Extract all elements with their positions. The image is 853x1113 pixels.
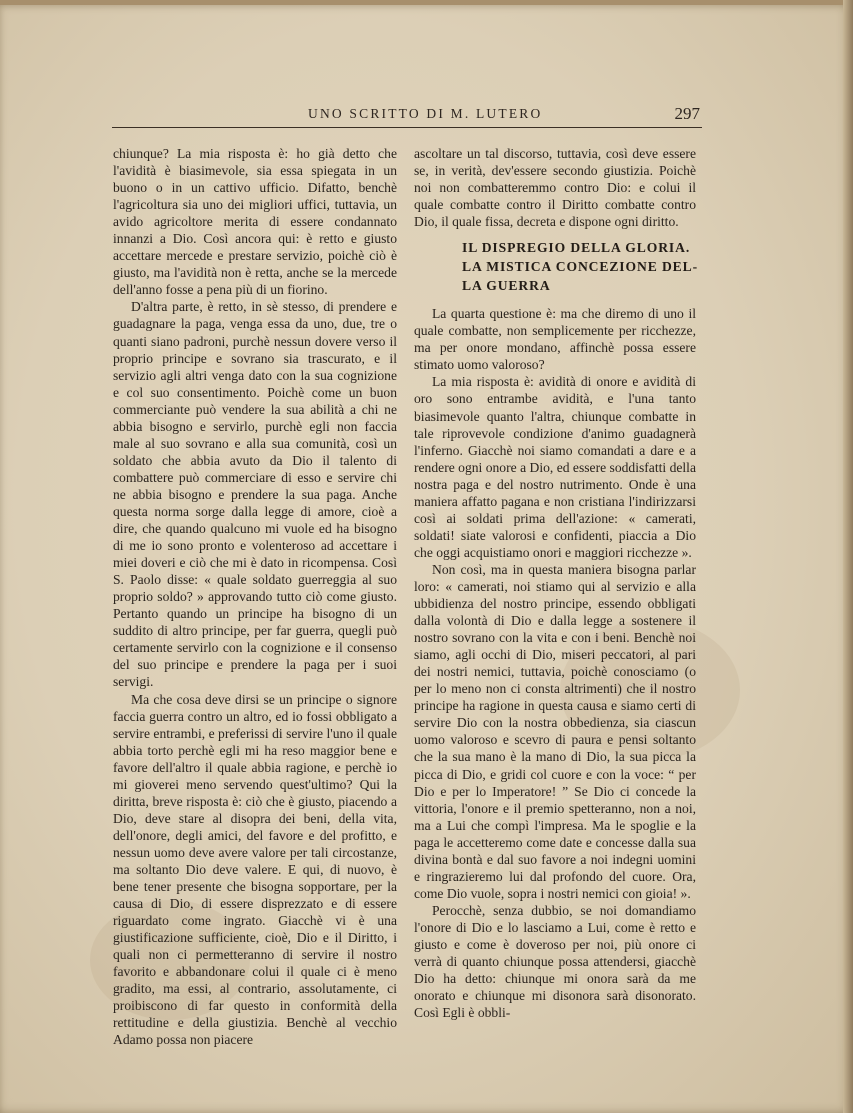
- paragraph: D'altra parte, è retto, in sè stesso, di prendere e guadagnare la paga, venga essa da uno, due, tre o quanti siano padroni, purchè nessun dovere verso il proprio principe e sovrano sia trascurato, e il servizio agli altri venga dato con la sua cognizione e col suo consentimento. Poichè come un buon commerciante può vendere la sua abilità a chi ne abbia bisogno e servirlo, purchè egli non faccia male al suo sovrano e alla sua comunità, così un soldato che abbia avuto da Dio il talento di combattere può commerciare di esso e servire chi ne abbia bisogno e prendere la sua paga. Anche questa norma sorge dalla legge di amore, cioè a dire, che quando qualcuno mi vuole ed ha bisogno di me io sono pronto e volenteroso ad accettare i miei doveri e ciò che mi è dato in ricompensa. Così S. Paolo disse: « quale soldato guerreggia al suo proprio soldo? » approvando tutto ciò come giusto. Pertanto quando un principe ha bisogno di un suddito di altro principe, per far guerra, quegli può certamente servirlo con la cognizione e il consenso del suo principe e prendere la paga per i suoi servigi.: [113, 299, 397, 690]
- paragraph: Ma che cosa deve dirsi se un principe o signore faccia guerra contro un altro, ed io fossi obbligato a servire entrambi, e preferissi di servire l'uno il quale abbia torto perchè egli mi ha reso maggior bene e favore dell'altro il quale abbia ragione, e perchè io mi gioverei meno servendo quest'ultimo? Qui la diritta, breve risposta è: ciò che è giusto, piacendo a Dio, deve stare al disopra dei beni, della vita, dell'onore, degli amici, del favore e del profitto, e nessun uomo deve avere valore per tali circostanze, ma soltanto Dio deve valere. E qui, di nuovo, è bene tener presente che bisogna sopportare, per la causa di Dio, di essere disprezzato e di essere riguardato come ingrato. Giacchè vi è una giustificazione sufficiente, cioè, Dio e il Diritto, i quali non ci permetteranno di servire il nostro favorito e abbandonare colui il quale ci è meno gradito, ma essi, al contrario, assolutamente, ci proibiscono di far questo in conformità della rettitudine e della giustizia. Benchè al vecchio Adamo possa non piacere: [113, 691, 397, 1048]
- paragraph: La quarta questione è: ma che diremo di uno il quale combatte, non semplicemente per ricchezze, ma per onore mondano, affinchè possa essere stimato uomo valoroso?: [414, 306, 696, 373]
- section-heading-line: LA MISTICA CONCEZIONE DEL-: [462, 259, 699, 275]
- left-column: [113, 145, 397, 1048]
- page-top-edge: [0, 0, 853, 5]
- section-heading: [414, 238, 699, 295]
- page-number: 297: [674, 104, 700, 123]
- running-header: [112, 104, 708, 128]
- paragraph: La mia risposta è: avidità di onore e avidità di oro sono entrambe avidità, e l'una tanto biasimevole quanto l'altra, chiunque combatte in tale riprovevole condizione d'animo guadagnerà l'inferno. Giacchè noi siamo comandati a dare e a rendere ogni onore a Dio, ed essere soddisfatti della nostra paga e del nostro nutrimento. Onde è una maniera affatto pagana e non cristiana l'indirizzarsi così ai soldati prima dell'azione: « camerati, soldati! siate valorosi e confidenti, piaccia a Dio che oggi acquistiamo onori e maggiori ricchezze ».: [414, 374, 696, 560]
- paragraph: ascoltare un tal discorso, tuttavia, così deve essere se, in verità, dev'essere secondo giustizia. Poichè noi non combatteremmo contro Dio: e colui il quale combatte contro il Diritto combatte contro Dio, il quale fissa, decreta e dispone ogni diritto.: [414, 146, 696, 230]
- paragraph: Perocchè, senza dubbio, se noi domandiamo l'onore di Dio e lo lasciamo a Lui, come è retto e giusto e come è doveroso per noi, più onore ci verrà di quanto chiunque possa attendersi, giacchè Dio ha detto: chiunque mi onora sarà da me onorato e chiunque mi disonora sarà disonorato. Così Egli è obbli-: [414, 902, 696, 1021]
- section-heading-line: IL DISPREGIO DELLA GLORIA.: [462, 240, 691, 256]
- section-heading-line: LA GUERRA: [462, 278, 551, 294]
- header-rule: [112, 127, 702, 128]
- running-title: UNO SCRITTO DI M. LUTERO: [308, 106, 543, 121]
- paragraph: Non così, ma in questa maniera bisogna parlar loro: « camerati, noi stiamo qui al servizio e alla ubbidienza del nostro principe, essendo obbligati dalla volontà di Dio e dalla legge a sostenere il nostro sovrano con la vita e con i beni. Benchè noi siamo, agli occhi di Dio, miseri peccatori, al pari dei nostri nemici, tuttavia, poichè conosciamo (o per lo meno non ci consta altrimenti) che il nostro principe ha ragione in questa causa e siamo certi di servire Dio con la nostra obbedienza, sia ciascun uomo valoroso e scevro di paura e pensi soltanto che la sua mano è la mano di Dio, la sua picca la picca di Dio, e gridi col cuore e con la voce: “ per Dio e per lo Imperatore! ” Se Dio ci concede la vittoria, l'onore e il premio spetteranno, non a noi, ma a Lui che compì l'impresa. Ma le spoglie e la paga le accetteremo come date e concesse dalla sua divina bontà e dal suo favore a noi indegni uomini e ringrazieremo lui dal profondo del cuore. Ora, come Dio vuole, sopra i nostri nemici con gioia! ».: [414, 561, 696, 901]
- paragraph: chiunque? La mia risposta è: ho già detto che l'avidità è biasimevole, sia essa spiegata in un buono o in un cattivo ufficio. Difatto, benchè l'agricoltura sia uno dei migliori uffici, tuttavia, un avido agricoltore merita di essere condannato innanzi a Dio. Così ancora qui: è retto e giusto accettare mercede e prestare servizio, poichè ciò è giusto, ma l'avidità non è retta, anche se la mercede dell'anno fosse a pena più di un fiorino.: [113, 146, 397, 298]
- right-column: [414, 145, 699, 1021]
- page-right-edge: [843, 0, 853, 1113]
